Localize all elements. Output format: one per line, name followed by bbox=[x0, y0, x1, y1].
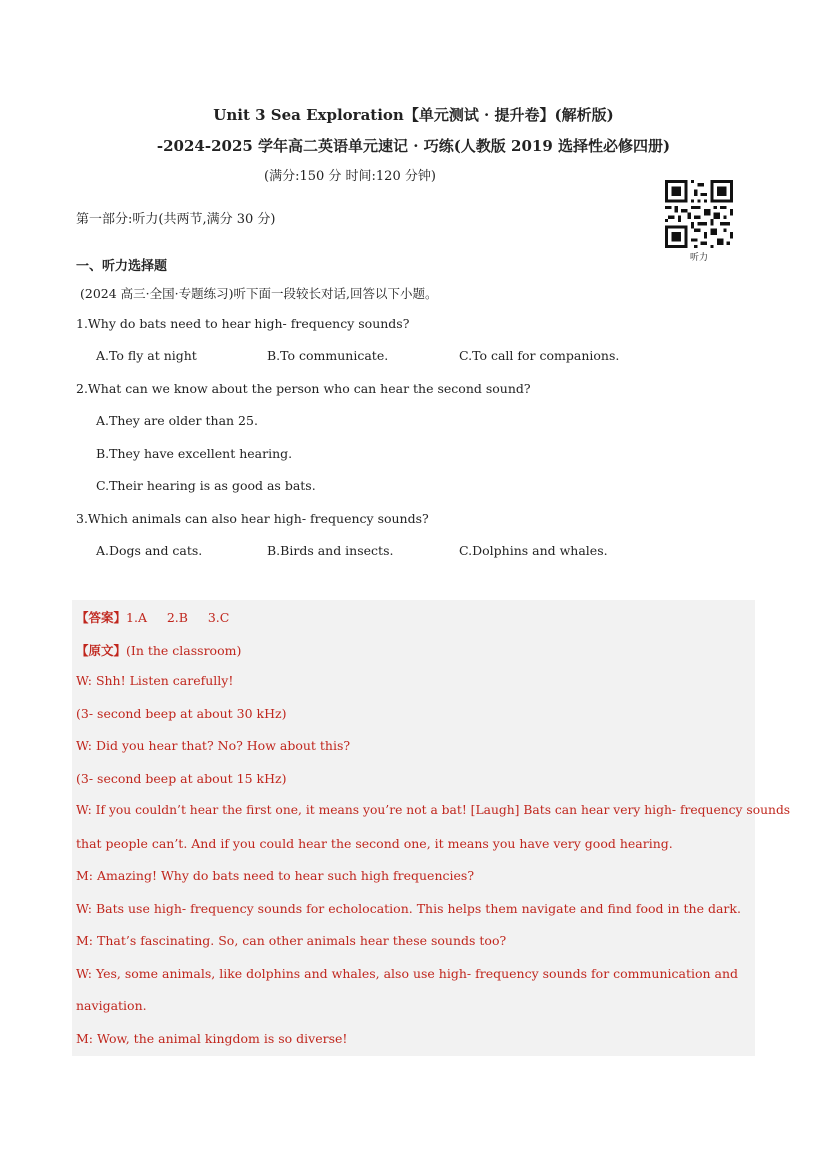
transcript-line: (3- second beep at about 15 kHz) bbox=[76, 771, 287, 786]
option-b: B.To communicate. bbox=[267, 348, 389, 363]
transcript-line: M: Amazing! Why do bats need to hear such high frequencies? bbox=[76, 868, 475, 883]
question-stem: 1.Why do bats need to hear high- frequency sounds? bbox=[76, 316, 410, 331]
source-note: (In the classroom) bbox=[126, 643, 242, 658]
option-b: B.Birds and insects. bbox=[267, 543, 394, 558]
option-c: C.Dolphins and whales. bbox=[459, 543, 608, 558]
option-a: A.To fly at night bbox=[96, 348, 197, 363]
answer-line bbox=[76, 608, 229, 626]
part-heading: 第一部分:听力(共两节,满分 30 分) bbox=[76, 212, 276, 227]
option-c: C.To call for companions. bbox=[459, 348, 620, 363]
answer-label: 【答案】 bbox=[76, 610, 127, 625]
option-c: C.Their hearing is as good as bats. bbox=[96, 478, 316, 493]
score-time-info: (满分:150 分 时间:120 分钟) bbox=[264, 169, 436, 184]
question-stem: 3.Which animals can also hear high- frequency sounds? bbox=[76, 511, 429, 526]
document-subtitle: -2024-2025 学年高二英语单元速记 · 巧练(人教版 2019 选择性必修四册) bbox=[156, 137, 671, 155]
source-label: 【原文】 bbox=[76, 643, 127, 658]
question-stem: 2.What can we know about the person who can hear the second sound? bbox=[76, 381, 531, 396]
transcript-line: M: Wow, the animal kingdom is so diverse! bbox=[76, 1031, 348, 1046]
transcript-line: W: Bats use high- frequency sounds for echolocation. This helps them navigate and find food in the dark. bbox=[76, 901, 741, 916]
option-b: B.They have excellent hearing. bbox=[96, 446, 293, 461]
transcript-line: W: Did you hear that? No? How about this? bbox=[76, 738, 351, 753]
transcript-line: navigation. bbox=[76, 998, 147, 1013]
option-a: A.They are older than 25. bbox=[96, 413, 258, 428]
qr-code-icon[interactable] bbox=[665, 180, 733, 248]
answer-text: 1.A 2.B 3.C bbox=[126, 610, 230, 625]
answer-panel bbox=[72, 600, 755, 1056]
transcript-line: that people can’t. And if you could hear the second one, it means you have very good hearing. bbox=[76, 836, 673, 851]
transcript-line: (3- second beep at about 30 kHz) bbox=[76, 706, 287, 721]
transcript-line: W: If you couldn’t hear the first one, it means you’re not a bat! [Laugh] Bats can hear very high- frequency sounds bbox=[76, 803, 791, 817]
option-a: A.Dogs and cats. bbox=[96, 543, 203, 558]
transcript-line: W: Yes, some animals, like dolphins and whales, also use high- frequency sounds for communication and bbox=[76, 966, 739, 981]
section-heading: 一、听力选择题 bbox=[76, 259, 168, 274]
question-intro: (2024 高三·全国·专题练习)听下面一段较长对话,回答以下小题。 bbox=[80, 286, 438, 301]
source-line bbox=[76, 641, 241, 659]
document-title: Unit 3 Sea Exploration【单元测试 · 提升卷】(解析版) bbox=[213, 106, 614, 124]
qr-code-label: 听力 bbox=[689, 253, 708, 263]
transcript-line: M: That’s fascinating. So, can other animals hear these sounds too? bbox=[76, 933, 507, 948]
transcript-line: W: Shh! Listen carefully! bbox=[76, 673, 234, 688]
